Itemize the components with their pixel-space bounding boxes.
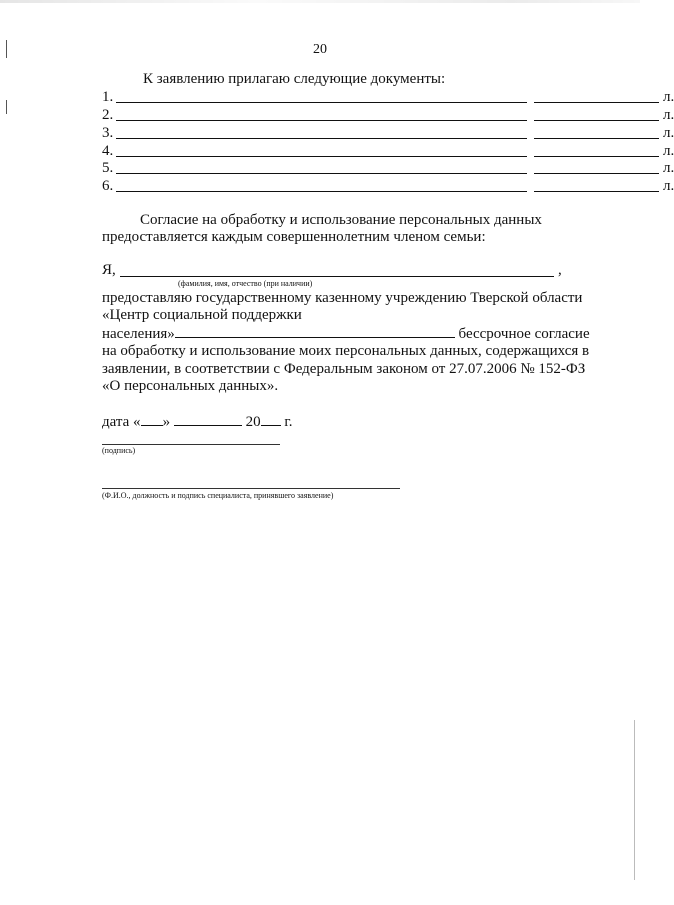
- ya-prefix: Я,: [102, 262, 116, 278]
- scan-artifact-top: [0, 0, 640, 3]
- attachment-name-field[interactable]: [116, 102, 527, 103]
- signature-field[interactable]: [102, 444, 280, 445]
- pages-suffix: л.: [663, 160, 674, 176]
- consent-text: Согласие на обработку и использование персональных данных предоставляется каждым совершеннолетним членом семьи:: [102, 212, 542, 245]
- consent-body-line: [102, 325, 622, 344]
- year-field[interactable]: [261, 413, 281, 426]
- attachment-pages-field[interactable]: [534, 120, 659, 121]
- attachment-pages-field[interactable]: [534, 191, 659, 192]
- consent-body-line: заявлении, в соответствии с Федеральным законом от 27.07.2006 № 152-ФЗ: [102, 361, 586, 377]
- year-suffix: г.: [284, 414, 293, 430]
- attachment-name-field[interactable]: [116, 120, 527, 121]
- year-prefix: 20: [245, 414, 261, 430]
- scan-edge-mark: [634, 720, 635, 880]
- attachment-number: 1.: [102, 89, 114, 105]
- signature-caption: (подпись): [102, 446, 136, 455]
- full-name-field[interactable]: [120, 276, 554, 277]
- consent-statement: [102, 212, 572, 246]
- attachment-number: 3.: [102, 125, 114, 141]
- attachment-name-field[interactable]: [116, 138, 527, 139]
- specialist-signature-field[interactable]: [102, 488, 400, 489]
- perpetual-consent-text: бессрочное согласие: [458, 326, 590, 342]
- pages-suffix: л.: [663, 178, 674, 194]
- pages-suffix: л.: [663, 143, 674, 159]
- attachment-number: 6.: [102, 178, 114, 194]
- pages-suffix: л.: [663, 125, 674, 141]
- specialist-caption: (Ф.И.О., должность и подпись специалиста, принявшего заявление): [102, 491, 334, 500]
- attachment-name-field[interactable]: [116, 191, 527, 192]
- attachment-number: 5.: [102, 160, 114, 176]
- month-field[interactable]: [174, 413, 242, 426]
- pages-suffix: л.: [663, 89, 674, 105]
- center-name-field[interactable]: [175, 325, 455, 338]
- scan-edge-mark: [6, 100, 7, 114]
- page-number: 20: [313, 42, 327, 57]
- consent-body-line: на обработку и использование моих персональных данных, содержащихся в: [102, 343, 590, 359]
- full-name-caption: (фамилия, имя, отчество (при наличии): [178, 279, 313, 288]
- attachment-pages-field[interactable]: [534, 173, 659, 174]
- documents-intro: К заявлению прилагаю следующие документы:: [143, 71, 446, 87]
- naselenia-text: населения»: [102, 326, 175, 342]
- consent-body-line: «О персональных данных».: [102, 378, 279, 394]
- attachment-pages-field[interactable]: [534, 138, 659, 139]
- pages-suffix: л.: [663, 107, 674, 123]
- date-line: [102, 413, 293, 431]
- attachment-number: 4.: [102, 143, 114, 159]
- attachment-number: 2.: [102, 107, 114, 123]
- consent-body-line: предоставляю государственному казенному учреждению Тверской области: [102, 290, 583, 306]
- date-close-quote: »: [162, 414, 171, 430]
- day-field[interactable]: [141, 413, 163, 426]
- date-label: дата «: [102, 414, 141, 430]
- attachment-pages-field[interactable]: [534, 102, 659, 103]
- attachment-name-field[interactable]: [116, 173, 527, 174]
- attachment-pages-field[interactable]: [534, 156, 659, 157]
- consent-body-line: «Центр социальной поддержки: [102, 307, 302, 323]
- ya-comma: ,: [558, 262, 562, 278]
- attachment-name-field[interactable]: [116, 156, 527, 157]
